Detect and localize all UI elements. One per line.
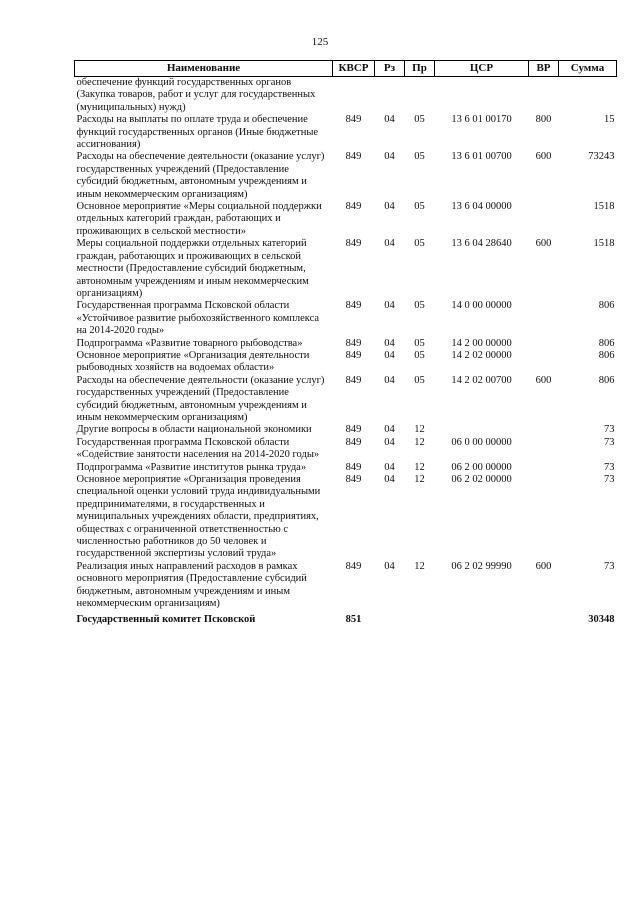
cell-pr: 12 bbox=[414, 436, 425, 448]
cell-csr: 14 0 00 00000 bbox=[451, 300, 512, 312]
cell-kvsr: 849 bbox=[345, 461, 362, 473]
budget-table bbox=[74, 60, 617, 627]
cell-rz: 04 bbox=[384, 238, 395, 250]
cell-kvsr: 849 bbox=[345, 300, 362, 312]
cell-kvsr: 849 bbox=[345, 238, 362, 250]
cell-kvsr: 851 bbox=[345, 614, 362, 626]
cell-sum: 806 bbox=[598, 349, 615, 361]
cell-csr: 06 2 02 99990 bbox=[451, 560, 512, 572]
cell-vr: 600 bbox=[535, 238, 552, 250]
cell-rz: 04 bbox=[384, 201, 395, 213]
cell-kvsr: 849 bbox=[345, 151, 362, 163]
cell-vr bbox=[529, 474, 559, 561]
cell-sum: 73 bbox=[604, 474, 615, 485]
cell-name: Меры социальной поддержки отдельных категорий граждан, работающих и проживающих в сельской местности (Предоставление субсидий бюджетным, автономным учреждениям и иным некоммерческим организациям) bbox=[76, 238, 309, 299]
table-row bbox=[75, 77, 617, 115]
cell-sum: 1518 bbox=[593, 238, 615, 250]
cell-rz: 04 bbox=[384, 461, 395, 473]
cell-csr bbox=[435, 610, 529, 626]
cell-name: обеспечение функций государственных органов (Закупка товаров, работ и услуг для государственных (муниципальных) нужд) bbox=[76, 77, 316, 113]
cell-vr: 800 bbox=[535, 114, 552, 126]
header-csr: ЦСР bbox=[435, 61, 529, 77]
table-row bbox=[75, 338, 617, 350]
cell-pr: 05 bbox=[414, 238, 425, 250]
cell-vr: 600 bbox=[535, 560, 552, 572]
header-rz: Рз bbox=[375, 61, 405, 77]
cell-name: Государственный комитет Псковской bbox=[76, 614, 256, 626]
cell-pr: 05 bbox=[414, 337, 425, 349]
cell-pr: 12 bbox=[414, 474, 425, 485]
cell-csr: 14 2 02 00700 bbox=[451, 374, 512, 386]
cell-kvsr: 849 bbox=[345, 337, 362, 349]
cell-vr: 600 bbox=[535, 151, 552, 163]
table-row bbox=[75, 561, 617, 611]
cell-vr bbox=[529, 338, 559, 350]
cell-name: Расходы на выплаты по оплате труда и обеспечение функций государственных органов (Иные бюджетные ассигнования) bbox=[76, 114, 319, 151]
cell-name: Государственная программа Псковской области «Устойчивое развитие рыбохозяйственного комплекса на 2014-2020 годы» bbox=[76, 300, 320, 337]
cell-name: Основное мероприятие «Организация деятельности рыбоводных хозяйств на водоемах области» bbox=[76, 349, 310, 374]
cell-pr bbox=[405, 610, 435, 626]
cell-sum: 806 bbox=[598, 374, 615, 386]
header-name: Наименование bbox=[75, 61, 333, 77]
cell-name: Расходы на обеспечение деятельности (оказание услуг) государственных учреждений (Предоставление субсидий бюджетным, автономным учреждениям и иным некоммерческим организациям) bbox=[76, 374, 325, 423]
cell-sum: 73 bbox=[604, 424, 615, 436]
cell-csr: 13 6 01 00170 bbox=[451, 114, 512, 126]
cell-rz: 04 bbox=[384, 300, 395, 312]
cell-pr: 05 bbox=[414, 201, 425, 213]
cell-name: Подпрограмма «Развитие товарного рыбоводства» bbox=[76, 337, 303, 349]
cell-kvsr: 849 bbox=[345, 560, 362, 572]
cell-csr: 06 2 02 00000 bbox=[451, 474, 512, 485]
header-pr: Пр bbox=[405, 61, 435, 77]
table-body bbox=[75, 77, 617, 627]
cell-csr: 14 2 02 00000 bbox=[451, 349, 512, 361]
table-row bbox=[75, 300, 617, 337]
cell-rz: 04 bbox=[384, 337, 395, 349]
cell-kvsr: 849 bbox=[345, 114, 362, 126]
cell-name: Реализация иных направлений расходов в рамках основного мероприятия (Предоставление субсидий бюджетным, автономным учреждениям и иным некоммерческим организациям) bbox=[76, 560, 307, 610]
table-header-row bbox=[75, 61, 617, 77]
table-row bbox=[75, 424, 617, 436]
cell-pr: 12 bbox=[414, 461, 425, 473]
cell-pr: 05 bbox=[414, 374, 425, 386]
table-row bbox=[75, 474, 617, 561]
cell-csr: 13 6 04 00000 bbox=[451, 201, 512, 213]
cell-kvsr: 849 bbox=[345, 349, 362, 361]
cell-vr bbox=[529, 300, 559, 337]
page-number: 125 bbox=[311, 36, 329, 48]
header-kvsr: КВСР bbox=[333, 61, 375, 77]
cell-vr bbox=[529, 437, 559, 462]
cell-sum: 806 bbox=[598, 337, 615, 349]
cell-rz: 04 bbox=[384, 424, 395, 436]
cell-rz: 04 bbox=[384, 151, 395, 163]
header-sum: Сумма bbox=[559, 61, 617, 77]
cell-name: Подпрограмма «Развитие институтов рынка труда» bbox=[76, 461, 307, 473]
cell-vr bbox=[529, 201, 559, 238]
cell-name: Основное мероприятие «Организация проведения специальной оценки условий труда индивидуальными предпринимателями, в государственных и муниципальных учреждениях области, предприятиях, обществах с ограниченной ответственностью с численностью работников до 50 человек и государственной экспертизы условий труда» bbox=[76, 474, 321, 560]
header-vr: ВР bbox=[529, 61, 559, 77]
cell-sum: 73 bbox=[604, 461, 615, 473]
cell-kvsr bbox=[333, 77, 375, 115]
cell-rz: 04 bbox=[384, 114, 395, 126]
cell-csr bbox=[435, 77, 529, 115]
table-row bbox=[75, 437, 617, 462]
cell-name: Расходы на обеспечение деятельности (оказание услуг) государственных учреждений (Предоставление субсидий бюджетным, автономным учреждениям и иным некоммерческим организациям) bbox=[76, 151, 325, 200]
cell-rz: 04 bbox=[384, 474, 395, 485]
cell-name: Основное мероприятие «Меры социальной поддержки отдельных категорий граждан, работающих и проживающих в сельской местности» bbox=[76, 201, 322, 237]
table-row bbox=[75, 114, 617, 151]
cell-rz: 04 bbox=[384, 560, 395, 572]
table-row bbox=[75, 201, 617, 238]
cell-pr bbox=[405, 77, 435, 115]
table-row bbox=[75, 151, 617, 201]
cell-csr: 13 6 04 28640 bbox=[451, 238, 512, 250]
cell-csr bbox=[435, 424, 529, 436]
cell-kvsr: 849 bbox=[345, 201, 362, 213]
cell-name: Государственная программа Псковской области «Содействие занятости населения на 2014-2020 годы» bbox=[76, 436, 320, 461]
cell-rz: 04 bbox=[384, 436, 395, 448]
cell-sum: 806 bbox=[598, 300, 615, 312]
cell-vr bbox=[529, 424, 559, 436]
cell-sum: 73243 bbox=[588, 151, 615, 163]
cell-sum: 15 bbox=[604, 114, 615, 126]
cell-pr: 05 bbox=[414, 349, 425, 361]
cell-csr: 13 6 01 00700 bbox=[451, 151, 512, 163]
table-row bbox=[75, 350, 617, 375]
cell-vr bbox=[529, 350, 559, 375]
cell-vr bbox=[529, 77, 559, 115]
cell-csr: 06 2 00 00000 bbox=[451, 461, 512, 473]
cell-pr: 05 bbox=[414, 300, 425, 312]
cell-kvsr: 849 bbox=[345, 424, 362, 436]
cell-sum bbox=[559, 77, 617, 115]
cell-rz bbox=[375, 610, 405, 626]
cell-pr: 05 bbox=[414, 151, 425, 163]
table-row bbox=[75, 375, 617, 425]
cell-rz: 04 bbox=[384, 374, 395, 386]
cell-pr: 05 bbox=[414, 114, 425, 126]
cell-name: Другие вопросы в области национальной экономики bbox=[76, 424, 312, 436]
cell-pr: 12 bbox=[414, 424, 425, 436]
cell-vr bbox=[529, 610, 559, 626]
cell-rz: 04 bbox=[384, 349, 395, 361]
cell-csr: 14 2 00 00000 bbox=[451, 337, 512, 349]
cell-vr: 600 bbox=[535, 374, 552, 386]
cell-kvsr: 849 bbox=[345, 474, 362, 485]
table-row bbox=[75, 238, 617, 300]
cell-kvsr: 849 bbox=[345, 374, 362, 386]
cell-sum: 73 bbox=[604, 436, 615, 448]
cell-csr: 06 0 00 00000 bbox=[451, 436, 512, 448]
cell-vr bbox=[529, 462, 559, 474]
cell-kvsr: 849 bbox=[345, 436, 362, 448]
cell-sum: 30348 bbox=[588, 614, 615, 626]
table-row bbox=[75, 462, 617, 474]
cell-sum: 73 bbox=[604, 560, 615, 572]
cell-rz bbox=[375, 77, 405, 115]
table-row bbox=[75, 610, 617, 626]
cell-sum: 1518 bbox=[593, 201, 615, 213]
cell-pr: 12 bbox=[414, 560, 425, 572]
